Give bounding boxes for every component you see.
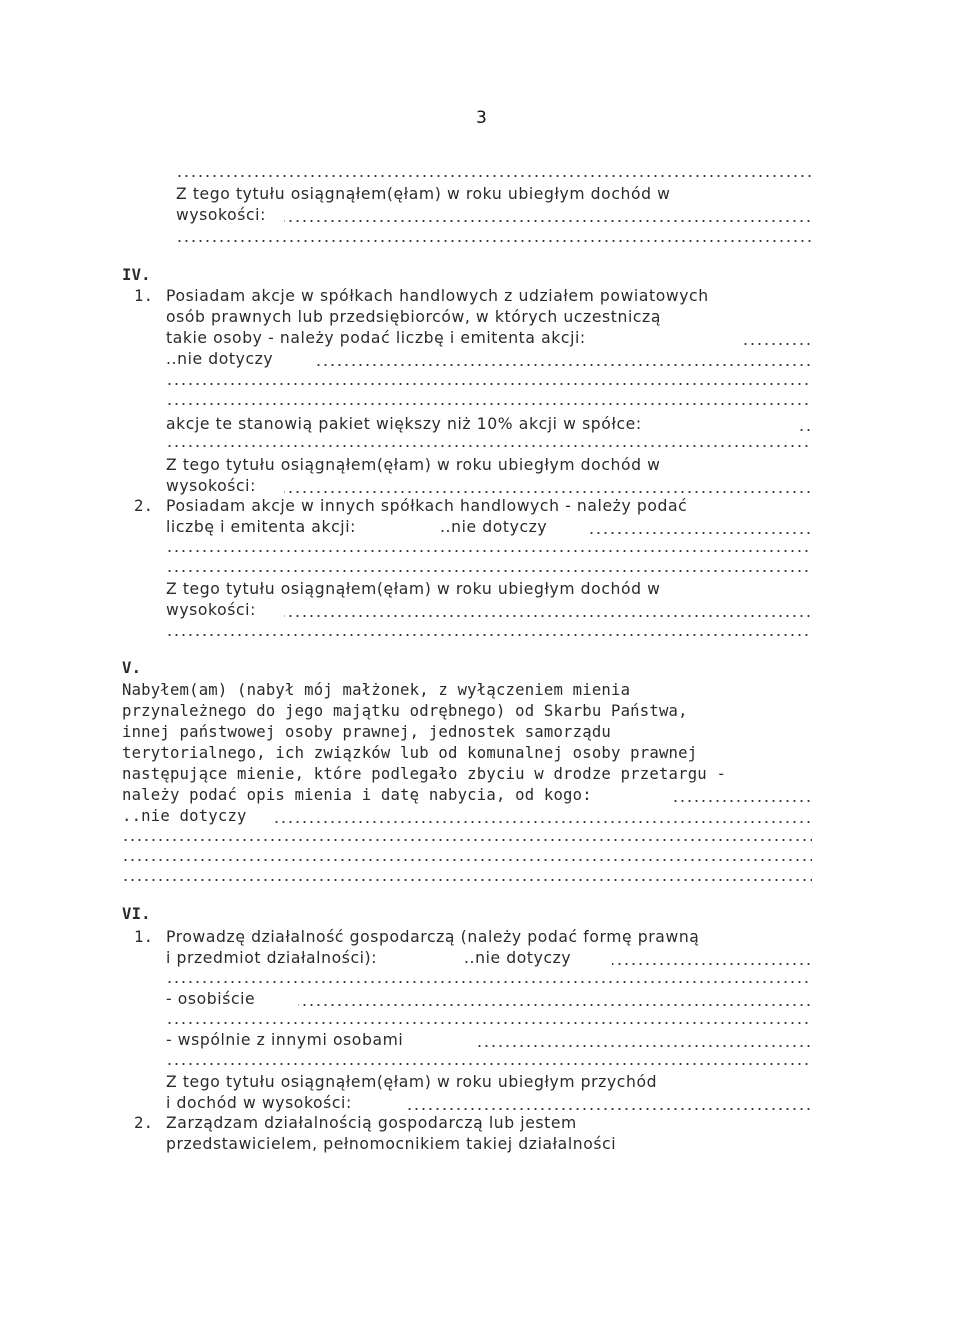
income-amount-line [166,475,812,497]
page-number: 3 [476,108,488,128]
dotted-line [176,175,812,177]
fill-dots [284,491,812,493]
dotted-line [166,1063,812,1065]
section-v-text: należy podać opis mienia i datę nabycia, od kogo: [122,786,592,804]
income-text: Z tego tytułu osiągnąłem(ęłam) w roku ubiegłym przychód [166,1073,658,1091]
section-v-line [122,721,822,743]
fill-dots [740,343,812,345]
income-amount-line [166,599,812,621]
section-v-text: terytorialnego, ich związków lub od komunalnej osoby prawnej [122,744,698,762]
dotted-line [166,550,812,552]
section-vi-item2-line [166,1133,826,1155]
answer-text: ..nie dotyczy [122,807,247,825]
section-iv-heading: IV. [122,266,151,284]
dotted-line [166,445,812,447]
section-iv-item1-line [166,306,826,328]
income-amount-label: i dochód w wysokości: [166,1094,352,1112]
income-amount-label: wysokości: [176,206,266,224]
income-amount-label: wysokości: [166,477,256,495]
fill-dots [674,800,812,802]
jointly-line [166,1029,812,1051]
section-vi-item1-number: 1. [134,928,154,946]
stake-text: akcje te stanowią pakiet większy niż 10% akcji w spółce: [166,415,642,433]
answer-text: ..nie dotyczy [166,350,274,368]
section-v-line [122,784,812,806]
dotted-line [166,634,812,636]
section-iv-item1-answer-line [166,348,812,370]
income-text: Z tego tytułu osiągnąłem(ęłam) w roku ubiegłym dochód w [166,456,661,474]
fill-dots [284,615,812,617]
section-iv-item1-line [166,327,812,349]
section-iv-item1-text: takie osoby - należy podać liczbę i emitenta akcji: [166,329,586,347]
answer-text: ..nie dotyczy [440,518,548,536]
section-v-text: Nabyłem(am) (nabył mój małżonek, z wyłączeniem mienia [122,681,631,699]
section-vi-item2-text: przedstawicielem, pełnomocnikiem takiej działalności [166,1135,617,1153]
section-vi-heading: VI. [122,905,151,923]
income-line [176,183,816,205]
section-v-answer-line [122,805,812,827]
dotted-line [176,240,812,242]
section-vi-item2-number: 2. [134,1114,154,1132]
fill-dots [478,1045,812,1047]
fill-dots [800,429,812,431]
section-vi-item1-line [166,926,826,948]
section-vi-item2-text: Zarządzam działalnością gospodarczą lub jestem [166,1114,577,1132]
income-amount-line [166,1092,812,1114]
personally-label: - osobiście [166,990,256,1008]
dotted-line [122,859,812,861]
section-v-line [122,679,822,701]
fill-dots [284,220,812,222]
income-text: Z tego tytułu osiągnąłem(ęłam) w roku ubiegłym dochód w [176,185,671,203]
fill-dots [316,364,812,366]
dotted-line [166,403,812,405]
section-v-line [122,742,822,764]
dotted-line [122,839,812,841]
section-iv-item2-line [166,495,826,517]
income-line [166,578,806,600]
income-line [166,1071,806,1093]
dotted-line [166,383,812,385]
dotted-line [166,1022,812,1024]
income-amount-label: wysokości: [166,601,256,619]
section-iv-item2-text: liczbę i emitenta akcji: [166,518,356,536]
fill-dots [272,821,812,823]
section-iv-item1-text: Posiadam akcje w spółkach handlowych z udziałem powiatowych [166,287,709,305]
fill-dots [590,532,812,534]
section-iv-item1-number: 1. [134,287,154,305]
section-vi-item2-line [166,1112,826,1134]
dotted-line [166,981,812,983]
dotted-line [166,570,812,572]
fill-dots [298,1004,812,1006]
section-v-line [122,763,822,785]
income-line [166,454,806,476]
personally-line [166,988,812,1010]
section-iv-item2-answer-line [166,516,812,538]
fill-dots [406,1108,812,1110]
section-v-text: innej państwowej osoby prawnej, jednostek samorządu [122,723,611,741]
section-iv-item1-text: osób prawnych lub przedsiębiorców, w których uczestniczą [166,308,661,326]
section-v-text: następujące mienie, które podlegało zbyciu w drodze przetargu - [122,765,727,783]
fill-dots [612,963,812,965]
section-v-text: przynależnego do jego majątku odrębnego) od Skarbu Państwa, [122,702,688,720]
section-vi-item1-text: Prowadzę działalność gospodarczą (należy podać formę prawną [166,928,700,946]
answer-text: ..nie dotyczy [464,949,572,967]
section-iv-item2-text: Posiadam akcje w innych spółkach handlowych - należy podać [166,497,688,515]
income-amount-line [176,204,812,226]
section-v-heading: V. [122,659,142,677]
section-vi-item1-answer-line [166,947,812,969]
section-v-line [122,700,822,722]
section-vi-item1-text: i przedmiot działalności): [166,949,378,967]
section-iv-item2-number: 2. [134,497,154,515]
section-iv-item1-line [166,285,826,307]
income-text: Z tego tytułu osiągnąłem(ęłam) w roku ubiegłym dochód w [166,580,661,598]
jointly-label: - wspólnie z innymi osobami [166,1031,404,1049]
stake-line [166,413,812,435]
dotted-line [122,879,812,881]
